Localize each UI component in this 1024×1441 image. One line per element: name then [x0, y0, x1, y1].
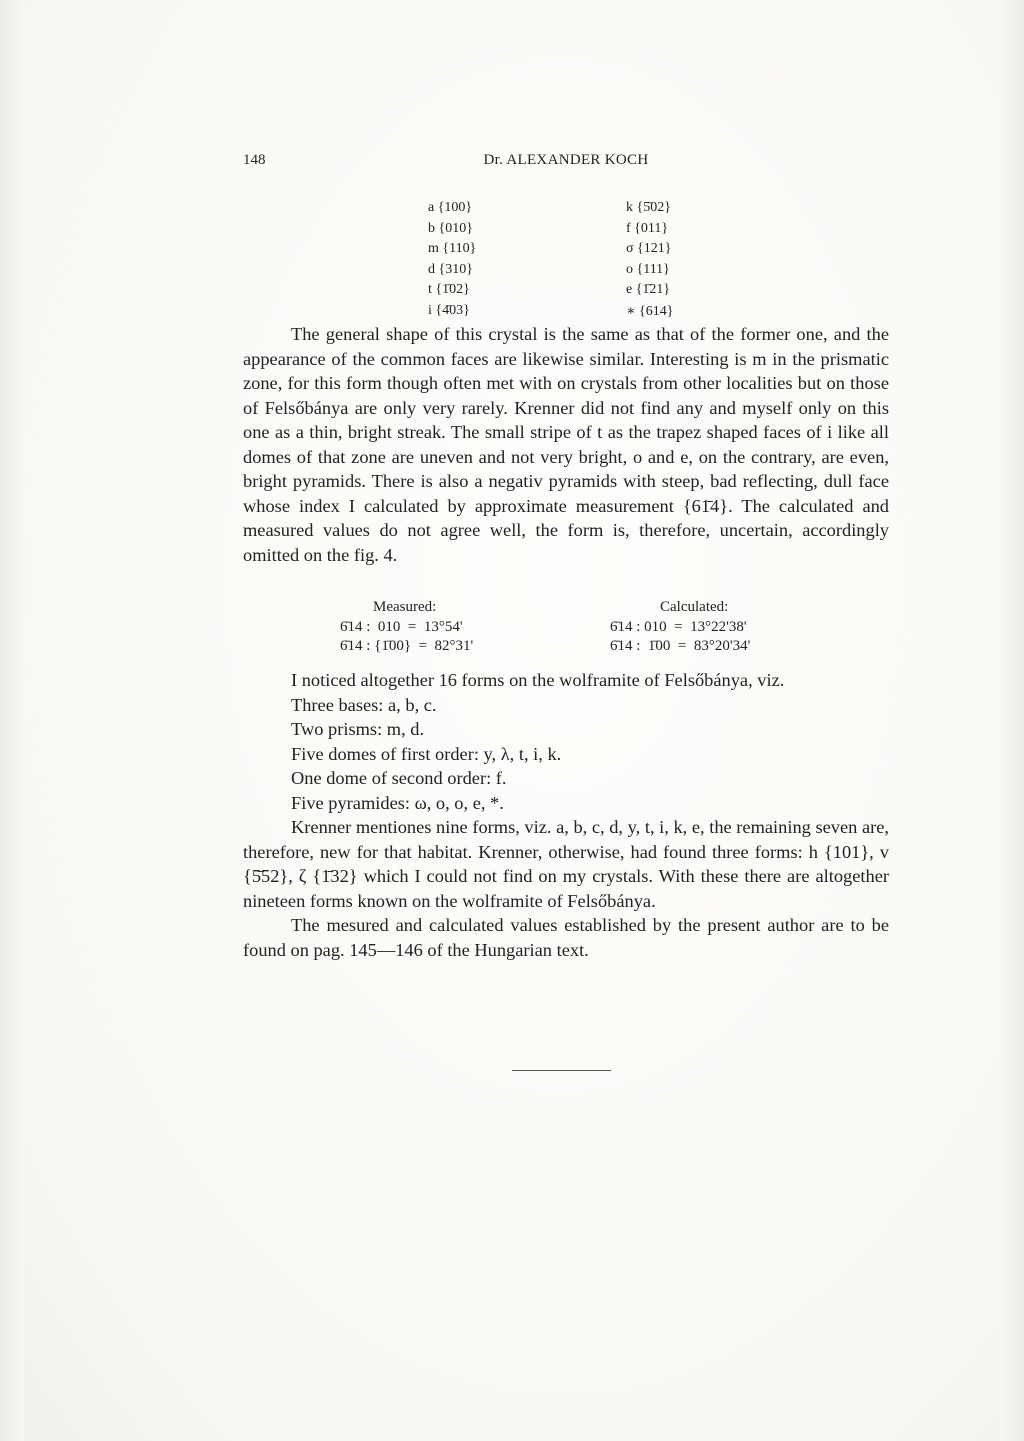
forms-row: [243, 303, 889, 324]
form-right: σ {121}: [626, 241, 672, 256]
forms-row: [243, 241, 889, 262]
measurement-row: [243, 637, 889, 657]
running-title: Dr. ALEXANDER KOCH: [483, 152, 649, 168]
forms-row: [243, 221, 889, 242]
form-left: i {4̄03}: [428, 302, 470, 318]
text-line: Three bases: a, b, c.: [291, 694, 437, 715]
paragraph: The general shape of this crystal is the same as that of the former one, and the appearance of the common faces are likewise similar. Interesting is m in the prismatic zone, for this form though often met with on crystals from other localities but on those of Felsőbánya are only very rarely. Krenner did not find any and myself only on this one as a thin, bright streak. The small stripe of t as the trapez shaped faces of i like all domes of that zone are uneven and not very bright, o and e, on the contrary, are even, bright pyramids. There is also a negativ pyramids with steep, bad reflecting, dull face whose index I calculated by approximate measurement {61̄4}. The calculated and measured values do not agree well, the form is, therefore, uncertain, accordingly omitted on the fig. 4.: [243, 324, 889, 565]
form-right: ∗ {614}: [626, 303, 674, 319]
text-line: One dome of second order: f.: [291, 768, 507, 788]
text-line: Two prisms: m, d.: [291, 719, 425, 739]
text-line: Five pyramides: ω, o, o, e, *.: [291, 792, 504, 813]
calculated-value: 6̄14 : 010 = 13°22'38': [610, 618, 747, 635]
forms-table: [243, 200, 889, 323]
form-left: t {1̄02}: [428, 282, 470, 297]
measured-value: 6̄14 : {1̄00} = 82°31': [340, 638, 474, 654]
form-right: o {111}: [626, 261, 670, 277]
form-right: f {011}: [626, 220, 669, 236]
measured-label: Measured:: [373, 599, 437, 615]
measurements-table: [243, 598, 889, 657]
page-right-edge: [1000, 0, 1024, 1441]
measurement-row: [243, 618, 889, 638]
form-right: e {1̄21}: [626, 282, 671, 297]
paragraph: Krenner mentiones nine forms, viz. a, b, c, d, y, t, i, k, e, the remaining seven are, therefore, new for that habitat. Krenner, otherwise, had found three forms: h {101}, v {5̄52}, ζ {1̄32} which I could not find on my crystals. With these there are altogether nineteen forms known on the wolframite of Felsőbánya.: [243, 817, 889, 911]
form-left: b {010}: [428, 220, 473, 236]
measured-value: 6̄14 : 010 = 13°54': [340, 618, 463, 635]
calculated-value: 6̄14 : 1̄00 = 83°20'34': [610, 638, 751, 654]
form-right: k {5̄02}: [626, 200, 671, 215]
forms-row: [243, 200, 889, 221]
form-left: a {100}: [428, 200, 473, 215]
body-text-2: [243, 668, 889, 962]
calculated-label: Calculated:: [660, 599, 729, 615]
page-number: 148: [243, 152, 266, 168]
form-left: m {110}: [428, 241, 477, 256]
text-line: Five domes of first order: y, λ, t, i, k.: [291, 743, 562, 764]
text-line: I noticed altogether 16 forms on the wolframite of Felsőbánya, viz.: [291, 670, 785, 690]
body-text-1: [243, 322, 889, 567]
page-header: [243, 152, 889, 174]
paragraph: The mesured and calculated values established by the present author are to be found on pag. 145—146 of the Hungarian text.: [243, 915, 889, 960]
end-rule: [512, 1070, 611, 1071]
forms-row: [243, 282, 889, 303]
page-left-edge: [0, 0, 24, 1441]
form-left: d {310}: [428, 261, 473, 277]
forms-row: [243, 262, 889, 283]
measurements-header: [243, 598, 889, 618]
